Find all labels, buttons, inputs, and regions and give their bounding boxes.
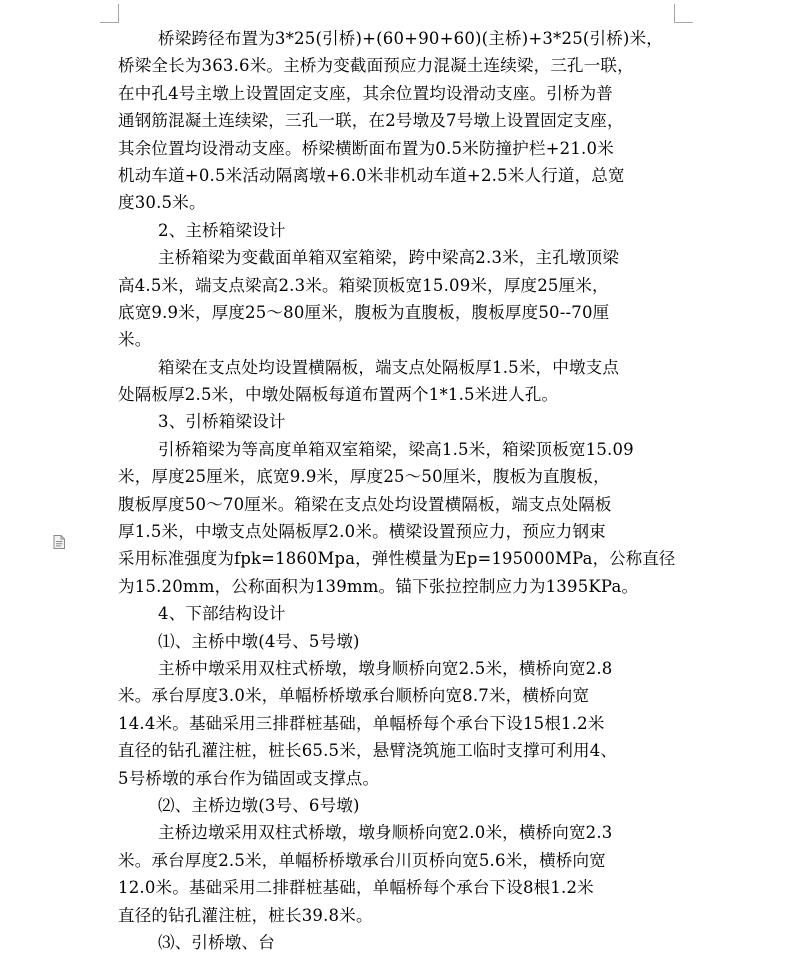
body-line: 直径的钻孔灌注桩，桩长65.5米，悬臂浇筑施工临时支撑可利用4、	[118, 741, 618, 761]
body-line: 14.4米。基础采用三排群桩基础，单幅桥每个承台下设15根1.2米	[118, 713, 605, 733]
document-page	[118, 25, 676, 956]
body-line: 箱梁在支点处均设置横隔板，端支点处隔板厚1.5米，中墩支点	[158, 357, 620, 377]
body-line: 其余位置均设滑动支座。桥梁横断面布置为0.5米防撞护栏+21.0米	[118, 138, 614, 158]
body-line: 在中孔4号主墩上设置固定支座，其余位置均设滑动支座。引桥为普	[118, 83, 613, 103]
body-line: 通钢筋混凝土连续梁，三孔一联，在2号墩及7号墩上设置固定支座，	[118, 111, 624, 131]
page-corner-mark-top-left	[100, 4, 119, 23]
body-line: 桥梁跨径布置为3*25(引桥)+(60+90+60)(主桥)+3*25(引桥)米，	[158, 29, 663, 48]
body-line: 底宽9.9米，厚度25～80厘米，腹板为直腹板，腹板厚度50--70厘	[118, 302, 610, 322]
body-line: 米。	[118, 330, 152, 350]
body-line: 直径的钻孔灌注桩，桩长39.8米。	[118, 905, 373, 925]
section-heading: 2、主桥箱梁设计	[158, 220, 286, 240]
subsection-heading: ⑶、引桥墩、台	[158, 932, 275, 952]
subsection-heading: ⑵、主桥边墩(3号、6号墩)	[158, 795, 360, 815]
body-line: 采用标准强度为fpk=1860Mpa，弹性模量为Ep=195000MPa，公称直径	[118, 549, 676, 569]
body-line: 米，厚度25厘米，底宽9.9米，厚度25～50厘米，腹板为直腹板，	[118, 467, 610, 487]
body-line: 主桥中墩采用双柱式桥墩，墩身顺桥向宽2.5米，横桥向宽2.8	[158, 658, 613, 678]
body-line: 米。承台厚度3.0米，单幅桥桥墩承台顺桥向宽8.7米，横桥向宽	[118, 686, 590, 706]
body-line: 处隔板厚2.5米，中墩处隔板每道布置两个1*1.5米进人孔。	[118, 385, 559, 405]
page-corner-mark-top-right	[674, 4, 693, 23]
body-line: 高4.5米，端支点梁高2.3米。箱梁顶板宽15.09米，厚度25厘米，	[118, 275, 609, 295]
body-line: 厚1.5米，中墩支点处隔板厚2.0米。横梁设置预应力，预应力钢束	[118, 522, 606, 542]
body-line: 桥梁全长为363.6米。主桥为变截面预应力混凝土连续梁，三孔一联，	[118, 56, 634, 76]
body-line: 主桥箱梁为变截面单箱双室箱梁，跨中梁高2.3米，主孔墩顶梁	[158, 248, 620, 268]
body-line: 度30.5米。	[118, 193, 206, 213]
section-heading: 3、引桥箱梁设计	[158, 412, 286, 432]
subsection-heading: ⑴、主桥中墩(4号、5号墩)	[158, 631, 360, 651]
document-paragraph-icon[interactable]	[53, 535, 65, 549]
body-line: 为15.20mm，公称面积为139mm。锚下张拉控制应力为1395KPa。	[118, 576, 639, 596]
section-heading: 4、下部结构设计	[158, 604, 286, 624]
body-line: 机动车道+0.5米活动隔离墩+6.0米非机动车道+2.5米人行道，总宽	[118, 165, 625, 185]
body-line: 腹板厚度50～70厘米。箱梁在支点处均设置横隔板，端支点处隔板	[118, 494, 612, 514]
body-line: 5号桥墩的承台作为锚固或支撑点。	[118, 768, 380, 788]
body-line: 主桥边墩采用双柱式桥墩，墩身顺桥向宽2.0米，横桥向宽2.3	[158, 823, 613, 843]
body-line: 12.0米。基础采用二排群桩基础，单幅桥每个承台下设8根1.2米	[118, 878, 594, 898]
body-line: 米。承台厚度2.5米，单幅桥桥墩承台川页桥向宽5.6米，横桥向宽	[118, 850, 606, 870]
body-line: 引桥箱梁为等高度单箱双室箱梁，梁高1.5米，箱梁顶板宽15.09	[158, 439, 634, 459]
